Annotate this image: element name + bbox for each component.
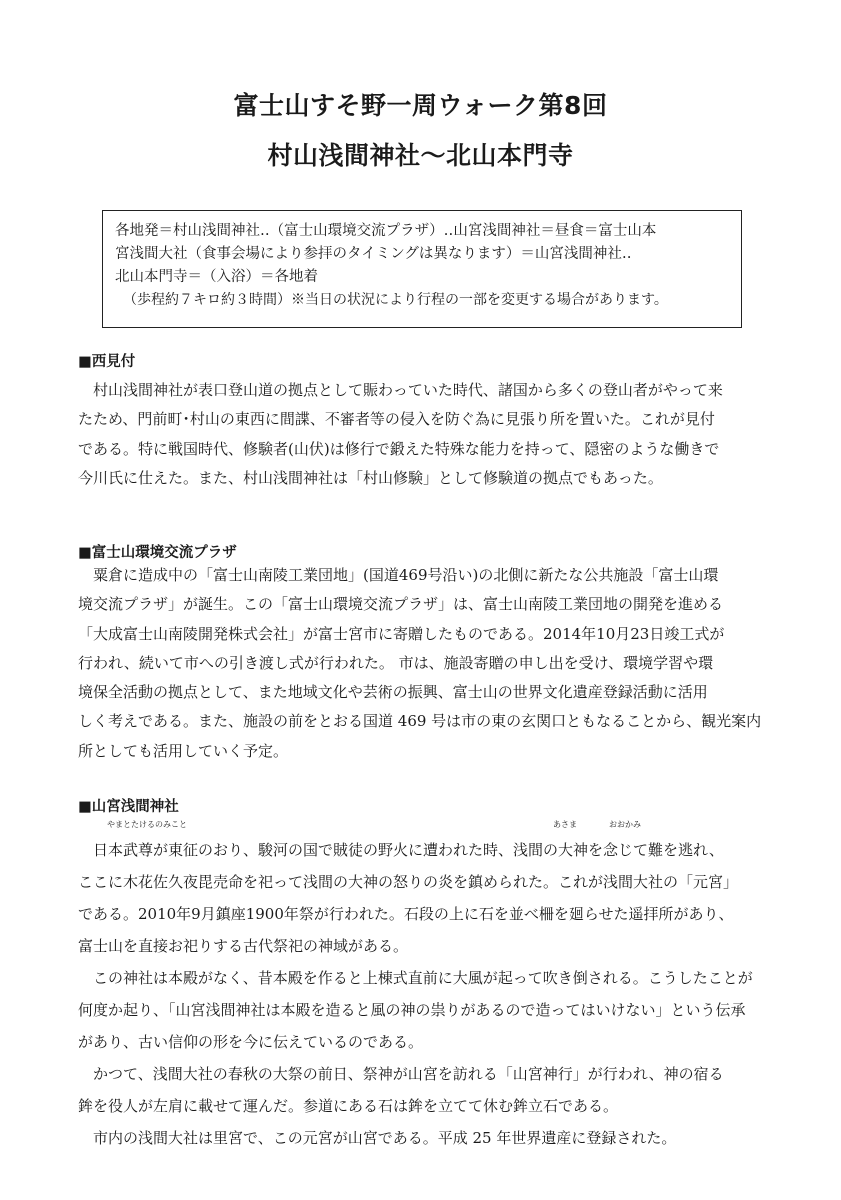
paragraph-line: 行われ、続いて市への引き渡し式が行われた。 市は、施設寄贈の申し出を受け、環境学習や環 xyxy=(78,653,714,672)
paragraph-line: 所としても活用していく予定。 xyxy=(78,741,289,760)
paragraph-line: があり、古い信仰の形を今に伝えているのである。 xyxy=(78,1033,424,1051)
paragraph-line: 何度か起り、「山宮浅間神社は本殿を造ると風の神の祟りがあるので造ってはいけない」という伝承 xyxy=(78,1001,746,1019)
furigana-asama: あさま xyxy=(553,820,577,829)
furigana-ookami: おおかみ xyxy=(609,820,641,829)
paragraph-line: この神社は本殿がなく、昔本殿を作ると上棟式直前に大風が起って吹き倒される。こうしたことが xyxy=(93,969,753,987)
paragraph-line: ここに木花佐久夜毘売命を祀って浅間の大神の怒りの炎を鎮められた。これが浅間大社の「元宮」 xyxy=(78,873,739,891)
itinerary-note: （歩程約７キロ約３時間）※当日の状況により行程の一部を変更する場合があります。 xyxy=(123,292,668,308)
paragraph-line: 富士山を直接お祀りする古代祭祀の神域がある。 xyxy=(78,937,409,955)
title-line-2: 村山浅間神社～北山本門寺 xyxy=(267,141,574,170)
paragraph-line: しく考えである。また、施設の前をとおる国道 469 号は市の東の玄関口ともなることから、観光案内 xyxy=(78,712,762,731)
itinerary-box xyxy=(102,210,742,328)
paragraph-line: 村山浅間神社が表口登山道の拠点として賑わっていた時代、諸国から多くの登山者がやって来 xyxy=(93,381,723,399)
title-line-1: 富士山すそ野一周ウォーク第8回 xyxy=(233,91,608,120)
section-heading-plaza: ■富士山環境交流プラザ xyxy=(78,545,237,561)
paragraph-line-with-furigana xyxy=(78,820,768,866)
paragraph-line: 境保全活動の拠点として、また地域文化や芸術の振興、富士山の世界文化遺産登録活動に活用 xyxy=(78,683,708,702)
paragraph-line: かつて、浅間大社の春秋の大祭の前日、祭神が山宮を訪れる「山宮神行」が行われ、神の宿る xyxy=(93,1065,724,1083)
furigana-yamato-takeru: やまとたけるのみこと xyxy=(107,820,187,829)
itinerary-line-1: 各地発＝村山浅間神社‥（富士山環境交流プラザ）‥山宮浅間神社＝昼食＝富士山本 xyxy=(115,223,657,239)
section-body-plaza xyxy=(78,561,768,766)
paragraph-line: 市内の浅間大社は里宮で、この元宮が山宮である。平成 25 年世界遺産に登録された。 xyxy=(93,1129,677,1147)
paragraph-line: 粟倉に造成中の「富士山南陵工業団地」(国道469号沿い)の北側に新たな公共施設「富士山環 xyxy=(93,566,719,584)
paragraph-line: である。2010年9月鎮座1900年祭が行われた。石段の上に石を並べ柵を廻らせた遥拝所があり、 xyxy=(78,905,734,923)
paragraph-line: 今川氏に仕えた。また、村山浅間神社は「村山修験」として修験道の拠点でもあった。 xyxy=(78,468,663,487)
itinerary-line-2: 宮浅間大社（食事会場により参拝のタイミングは異なります）＝山宮浅間神社‥ xyxy=(115,246,632,262)
section-heading-nishimitsuke: ■西見付 xyxy=(78,354,136,370)
section-body-nishimitsuke xyxy=(78,376,768,493)
itinerary-line-3: 北山本門寺＝（入浴）＝各地着 xyxy=(115,269,318,285)
section-body-yamamiya xyxy=(78,820,768,1154)
paragraph-line: 鉾を役人が左肩に載せて運んだ。参道にある石は鉾を立てて休む鉾立石である。 xyxy=(78,1097,619,1115)
section-heading-yamamiya: ■山宮浅間神社 xyxy=(78,799,179,815)
paragraph-text: 日本武尊が東征のおり、駿河の国で賊徒の野火に遭われた時、浅間の大神を念じて難を逃れ、 xyxy=(93,841,724,859)
paragraph-line: 境交流プラザ」が誕生。この「富士山環境交流プラザ」は、富士山南陵工業団地の開発を進める xyxy=(78,595,724,614)
paragraph-line: たため、門前町･村山の東西に間諜、不審者等の侵入を防ぐ為に見張り所を置いた。これが見付 xyxy=(78,410,715,429)
paragraph-line: 「大成富士山南陵開発株式会社」が富士宮市に寄贈したものである。2014年10月23日竣工式が xyxy=(78,624,725,643)
paragraph-line: である。特に戦国時代、修験者(山伏)は修行で鍛えた特殊な能力を持って、隠密のような働きで xyxy=(78,439,720,458)
